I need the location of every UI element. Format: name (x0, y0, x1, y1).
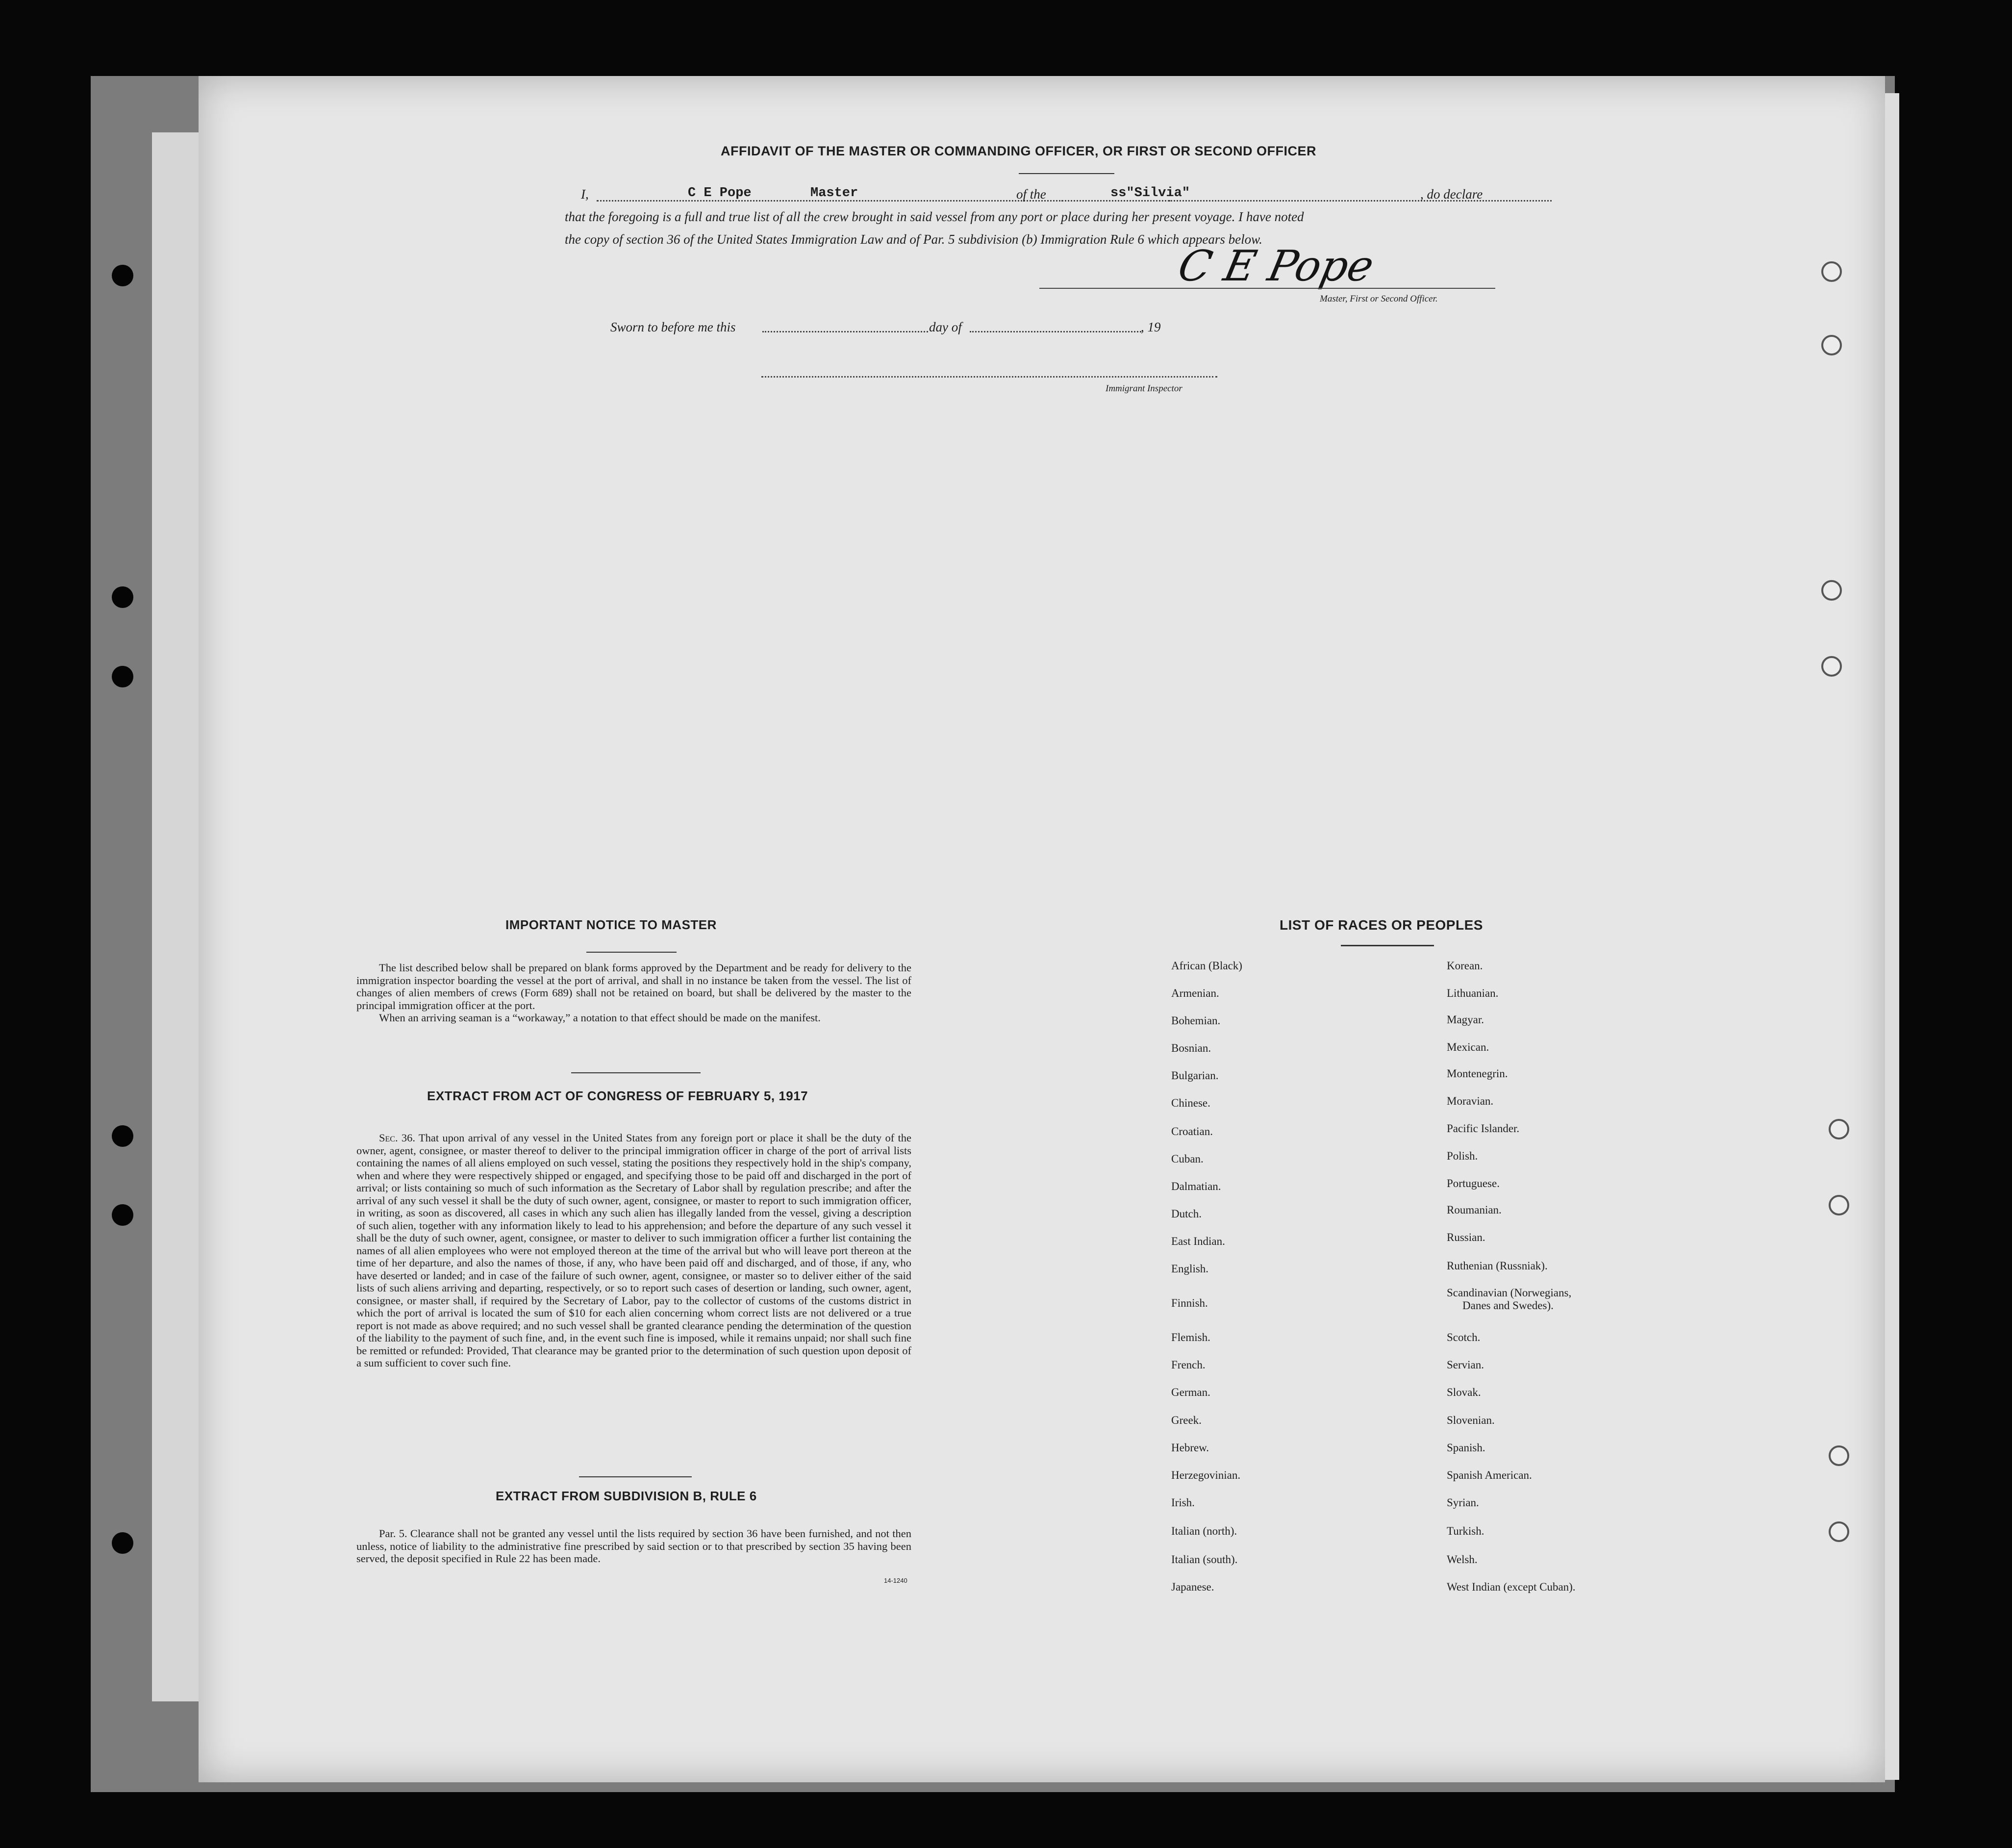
sworn-day-line (762, 331, 928, 332)
punch-hole (1821, 580, 1842, 601)
race-item: Pacific Islander. (1447, 1122, 1520, 1135)
race-item: Slovenian. (1447, 1414, 1495, 1426)
binder-hole (112, 586, 133, 608)
inspector-line (761, 376, 1217, 378)
divider (586, 952, 677, 953)
sworn-month-line (970, 331, 1141, 332)
notice-paragraph-1: The list described below shall be prepared on blank forms approved by the Department and be ready for delivery to the immigration inspector boarding the vessel at the port of arrival, and shall in no instance be taken from the vessel. The list of changes of alien members of crews (Form 689) shall not be retained on board, but shall be delivered by the master to the principal immigration officer at the port. (356, 962, 911, 1012)
race-item: Welsh. (1447, 1553, 1478, 1566)
extract-rule-title: EXTRACT FROM SUBDIVISION B, RULE 6 (496, 1489, 757, 1503)
race-item: Danes and Swedes). (1462, 1299, 1554, 1312)
punch-hole (1829, 1445, 1849, 1466)
day-label: day of (929, 320, 962, 334)
affidavit-line-2: that the foregoing is a full and true list of all the crew brought in said vessel from any port or place during her present voyage. I have noted (565, 209, 1304, 224)
race-item: Montenegrin. (1447, 1067, 1508, 1080)
race-item: Lithuanian. (1447, 987, 1499, 999)
race-item: African (Black) (1171, 960, 1242, 972)
affidavit-line-3: the copy of section 36 of the United States Immigration Law and of Par. 5 subdivision (b) Immigration Rule 6 which appears below. (565, 232, 1262, 247)
notice-title: IMPORTANT NOTICE TO MASTER (505, 917, 717, 932)
race-item: Italian (north). (1171, 1525, 1237, 1537)
race-item: Moravian. (1447, 1095, 1494, 1107)
races-title: LIST OF RACES OR PEOPLES (1280, 917, 1483, 933)
race-item: Italian (south). (1171, 1553, 1238, 1566)
notice-text (356, 962, 911, 1024)
punch-hole (1829, 1119, 1849, 1139)
divider (1341, 945, 1434, 946)
race-item: Syrian. (1447, 1496, 1479, 1509)
affidavit-title: AFFIDAVIT OF THE MASTER OR COMMANDING OFFICER, OR FIRST OR SECOND OFFICER (721, 144, 1316, 158)
sworn-label: Sworn to before me this (610, 320, 736, 334)
race-item: West Indian (except Cuban). (1447, 1581, 1576, 1593)
race-item: Japanese. (1171, 1581, 1214, 1593)
race-item: Roumanian. (1447, 1204, 1502, 1216)
binder-hole (112, 1532, 133, 1554)
binder-hole (112, 265, 133, 286)
race-item: Mexican. (1447, 1041, 1489, 1053)
race-item: Korean. (1447, 960, 1483, 972)
officer-rank: Master (810, 186, 858, 201)
signature: C E Pope (1174, 242, 1378, 291)
race-item: Herzegovinian. (1171, 1469, 1241, 1481)
race-item: Armenian. (1171, 987, 1219, 999)
race-item: Dutch. (1171, 1208, 1202, 1220)
document-sheet (199, 76, 1885, 1782)
race-item: Hebrew. (1171, 1442, 1209, 1454)
vessel-name: ss"Silvia" (1110, 186, 1190, 201)
race-item: Polish. (1447, 1150, 1478, 1162)
of-label: of the (1016, 187, 1046, 202)
binder-hole (112, 1125, 133, 1147)
race-item: Finnish. (1171, 1297, 1208, 1309)
signature-line (1039, 288, 1495, 289)
race-item: Dalmatian. (1171, 1180, 1221, 1192)
race-item: Bohemian. (1171, 1014, 1221, 1027)
divider (1019, 173, 1114, 174)
race-item: Slovak. (1447, 1386, 1481, 1398)
race-item: English. (1171, 1263, 1209, 1275)
officer-name: C E Pope (688, 186, 752, 201)
race-item: Spanish. (1447, 1442, 1485, 1454)
punch-hole (1829, 1195, 1849, 1215)
race-item: Bosnian. (1171, 1042, 1211, 1054)
race-item: Croatian. (1171, 1125, 1213, 1138)
punch-hole (1821, 656, 1842, 677)
binder-hole (112, 666, 133, 687)
inspector-caption: Immigrant Inspector (1106, 383, 1182, 394)
race-item: Flemish. (1171, 1331, 1210, 1343)
divider (571, 1072, 701, 1073)
race-item: Greek. (1171, 1414, 1202, 1426)
extract-rule-text: Par. 5. Clearance shall not be granted any vessel until the lists required by section 36 have been furnished, and not then unless, notice of liability to the administrative fine prescribed by said section or to that prescribed by section 35 having been served, the deposit specified in Rule 22 has been made. (356, 1527, 911, 1565)
race-item: Cuban. (1171, 1153, 1204, 1165)
i-label: I, (581, 187, 589, 202)
notice-paragraph-2: When an arriving seaman is a “workaway,” a notation to that effect should be made on the manifest. (379, 1012, 821, 1024)
section-label: Sec. 36. (379, 1132, 415, 1144)
race-item: Irish. (1171, 1496, 1195, 1509)
year-label: , 19 (1141, 320, 1161, 334)
punch-hole (1821, 335, 1842, 355)
binder-hole (112, 1204, 133, 1226)
punch-hole (1821, 261, 1842, 282)
race-item: French. (1171, 1359, 1206, 1371)
section-36-text: That upon arrival of any vessel in the United States from any foreign port or place it shall be the duty of the owner, agent, consignee, or master thereof to deliver to the principal immigration officer in charge of the port of arrival lists containing the names of all aliens employed on such vessel, stating the positions they respectively hold in the ship's company, when and where they were respectively shipped or engaged, and specifying those to be paid off and discharged in the port of arrival; or lists containing so much of such information as the Secretary of Labor shall by regulation prescribe; and after the arrival of any such vessel it shall be the duty of such owner, agent, consignee, or master to report to such immigration officer, in writing, as soon as discovered, all cases in which any such alien has illegally landed from the vessel, giving a description of such alien, together with any information likely to lead to his apprehension; and before the departure of any such vessel it shall be the duty of such owner, agent, consignee, or master to deliver to such immigration officer a further list containing the names of all alien employees who were not employed thereon at the time of the arrival but who will leave port thereon at the time of her departure, and also the names of those, if any, who have been paid off and discharged, and of those, if any, who have deserted or landed; and in case of the failure of such owner, agent, consignee, or master so to deliver either of the said lists of such aliens arriving and departing, respectively, or so to report such cases of desertion or landing, such owner, agent, consignee, or master shall, if required by the Secretary of Labor, pay to the collector of customs of the customs district in which the port of arrival is located the sum of $10 for each alien concerning whom correct lists are not delivered or a true report is not made as above required; and no such vessel shall be granted clearance pending the determination of the question of the liability to the payment of such fine, and, in the event such fine is imposed, while it remains unpaid; nor shall such fine be remitted or refunded: Provided, That clearance may be granted prior to the determination of such question upon deposit of a sum sufficient to cover such fine. (356, 1132, 911, 1369)
race-item: Ruthenian (Russniak). (1447, 1260, 1548, 1272)
race-item: Chinese. (1171, 1097, 1210, 1109)
extract-act-text (356, 1132, 911, 1369)
signature-caption: Master, First or Second Officer. (1320, 294, 1438, 304)
punch-hole (1829, 1521, 1849, 1542)
race-item: Scotch. (1447, 1331, 1481, 1343)
divider (579, 1476, 692, 1477)
race-item: Servian. (1447, 1359, 1484, 1371)
declare-label: , do declare (1420, 187, 1483, 202)
race-item: Magyar. (1447, 1013, 1484, 1026)
extract-act-title: EXTRACT FROM ACT OF CONGRESS OF FEBRUARY 5, 1917 (427, 1089, 808, 1103)
race-item: Portuguese. (1447, 1177, 1500, 1190)
race-item: Bulgarian. (1171, 1069, 1219, 1082)
race-item: East Indian. (1171, 1235, 1225, 1247)
race-item: Russian. (1447, 1231, 1485, 1243)
form-number: 14-1240 (884, 1577, 907, 1584)
race-item: Spanish American. (1447, 1469, 1532, 1481)
race-item: Scandinavian (Norwegians, (1447, 1287, 1572, 1299)
race-item: German. (1171, 1386, 1210, 1398)
race-item: Turkish. (1447, 1525, 1484, 1537)
